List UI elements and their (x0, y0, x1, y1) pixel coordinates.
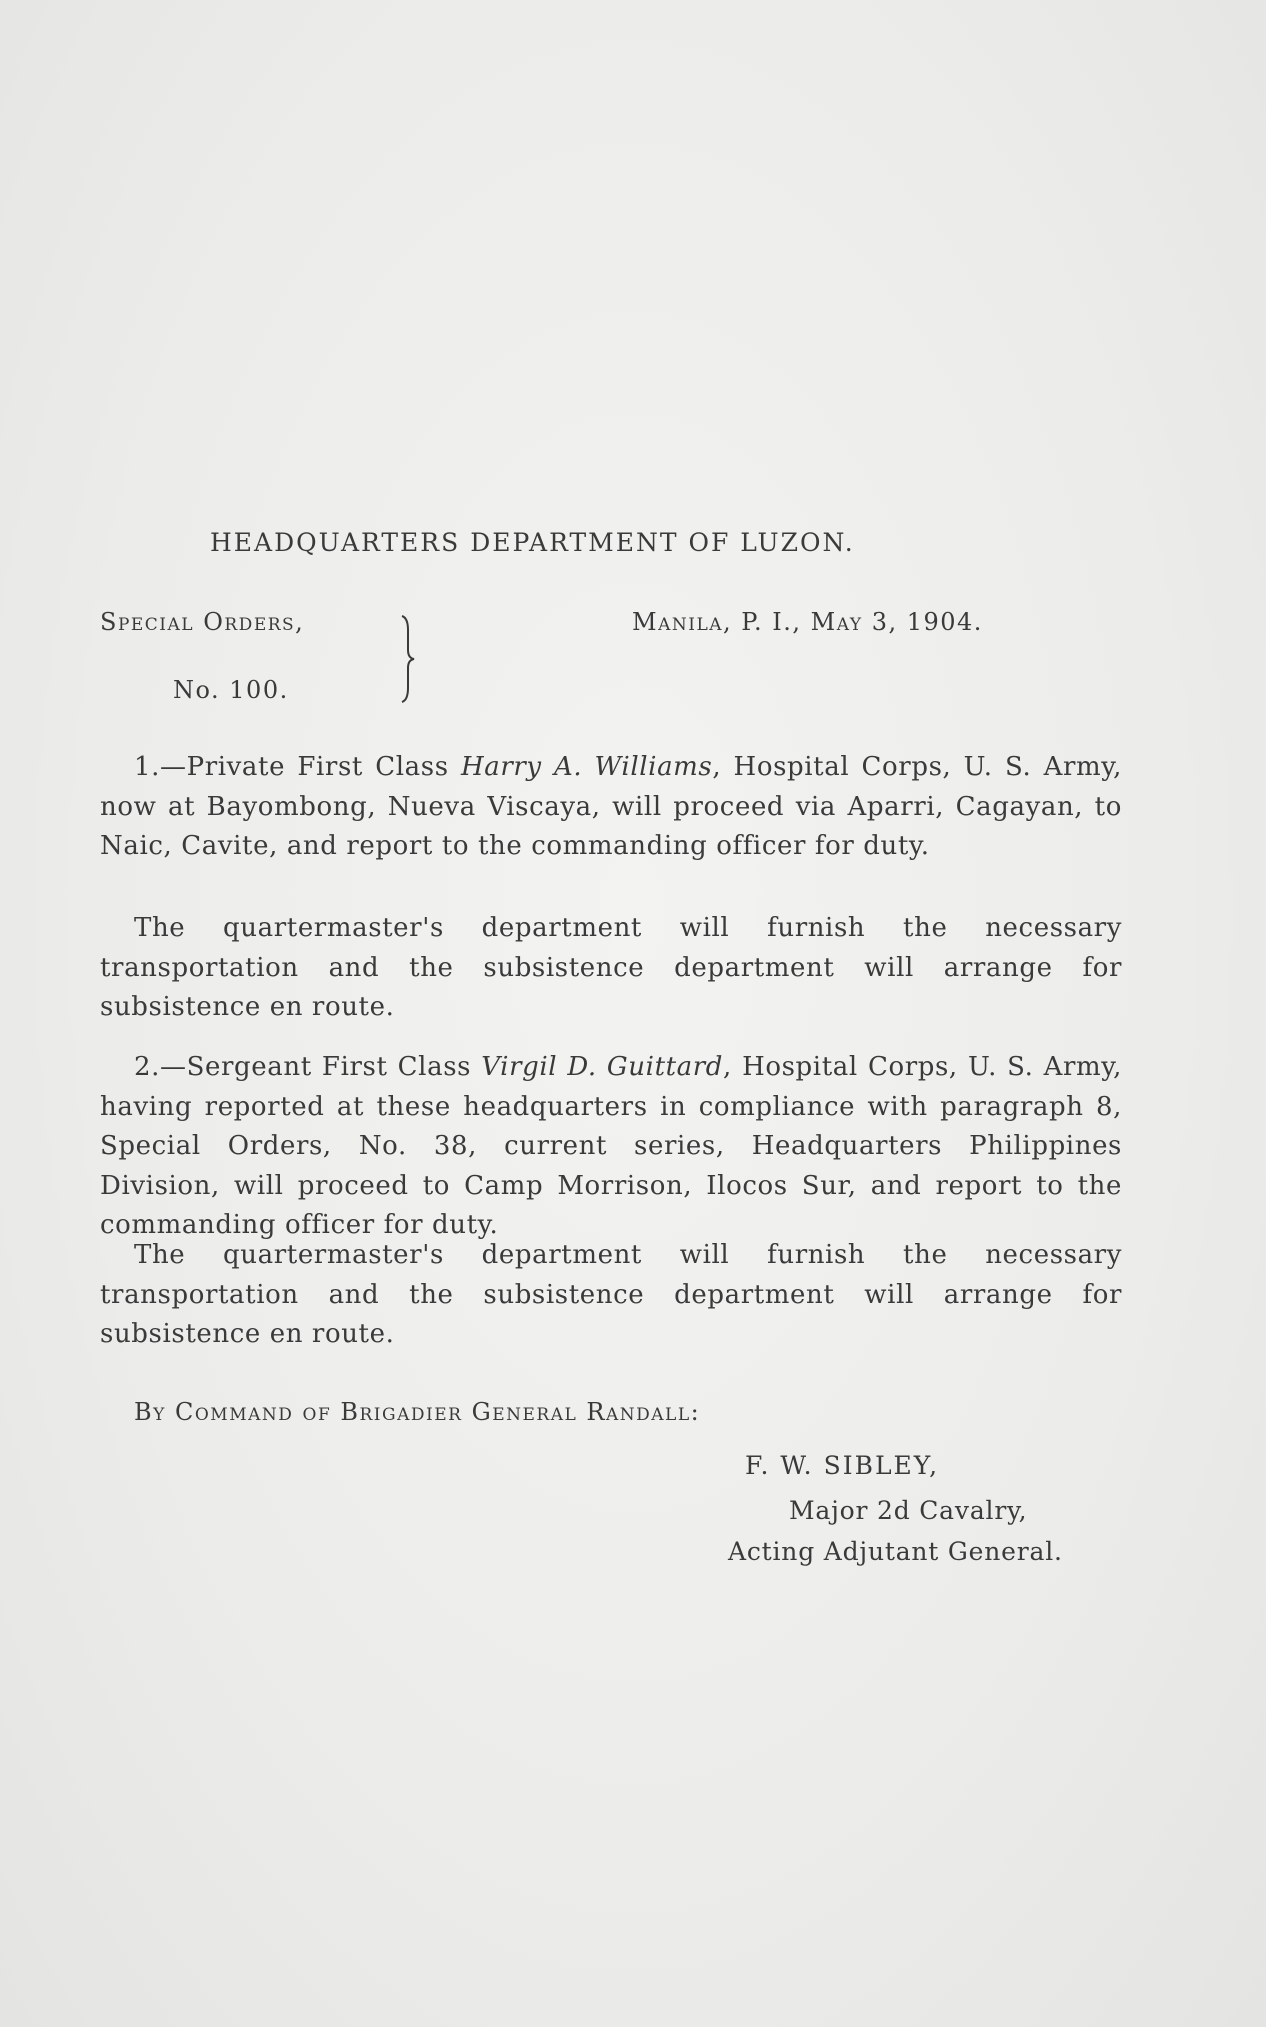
order-paragraph-2 (100, 1048, 1122, 1246)
signature-rank: Major 2d Cavalry, (789, 1496, 1028, 1525)
paragraph-1-lead: 1.—Private First Class (134, 752, 461, 782)
signature-title: Acting Adjutant General. (728, 1537, 1063, 1566)
paragraph-1-name: Harry A. Williams (460, 752, 713, 782)
paragraph-3-lead: 2.—Sergeant First Class (134, 1052, 482, 1082)
transport-paragraph-1: The quartermaster's department will furnish the necessary transportation and the subsistence department will arrange for subsistence en route. (100, 913, 1122, 1022)
command-line: By Command of Brigadier General Randall: (134, 1398, 701, 1426)
paragraph-3-name: Virgil D. Guittard (481, 1052, 724, 1082)
special-orders-number: No. 100. (173, 676, 289, 704)
brace-mark (398, 614, 420, 704)
dateline: Manila, P. I., May 3, 1904. (632, 608, 983, 636)
transport-paragraph-2: The quartermaster's department will furnish the necessary transportation and the subsistence department will arrange for subsistence en route. (100, 1240, 1122, 1349)
signature-name: F. W. SIBLEY, (745, 1451, 940, 1480)
paragraph-1-rest: , Hospital Corps, U. S. Army, now at Bayombong, Nueva Viscaya, will proceed via Aparri, Cagayan, to Naic, Cavite, and report to the commanding officer for duty. (100, 752, 1122, 861)
special-orders-label: Special Orders, (100, 608, 305, 636)
document-heading: HEADQUARTERS DEPARTMENT OF LUZON. (210, 528, 855, 557)
order-paragraph-1 (100, 748, 1122, 867)
paragraph-3-rest: , Hospital Corps, U. S. Army, having reported at these headquarters in compliance with paragraph 8, Special Orders, No. 38, current series, Headquarters Philippines Division, will proceed to Camp Morrison, Ilocos Sur, and report to the commanding officer for duty. (100, 1052, 1123, 1240)
